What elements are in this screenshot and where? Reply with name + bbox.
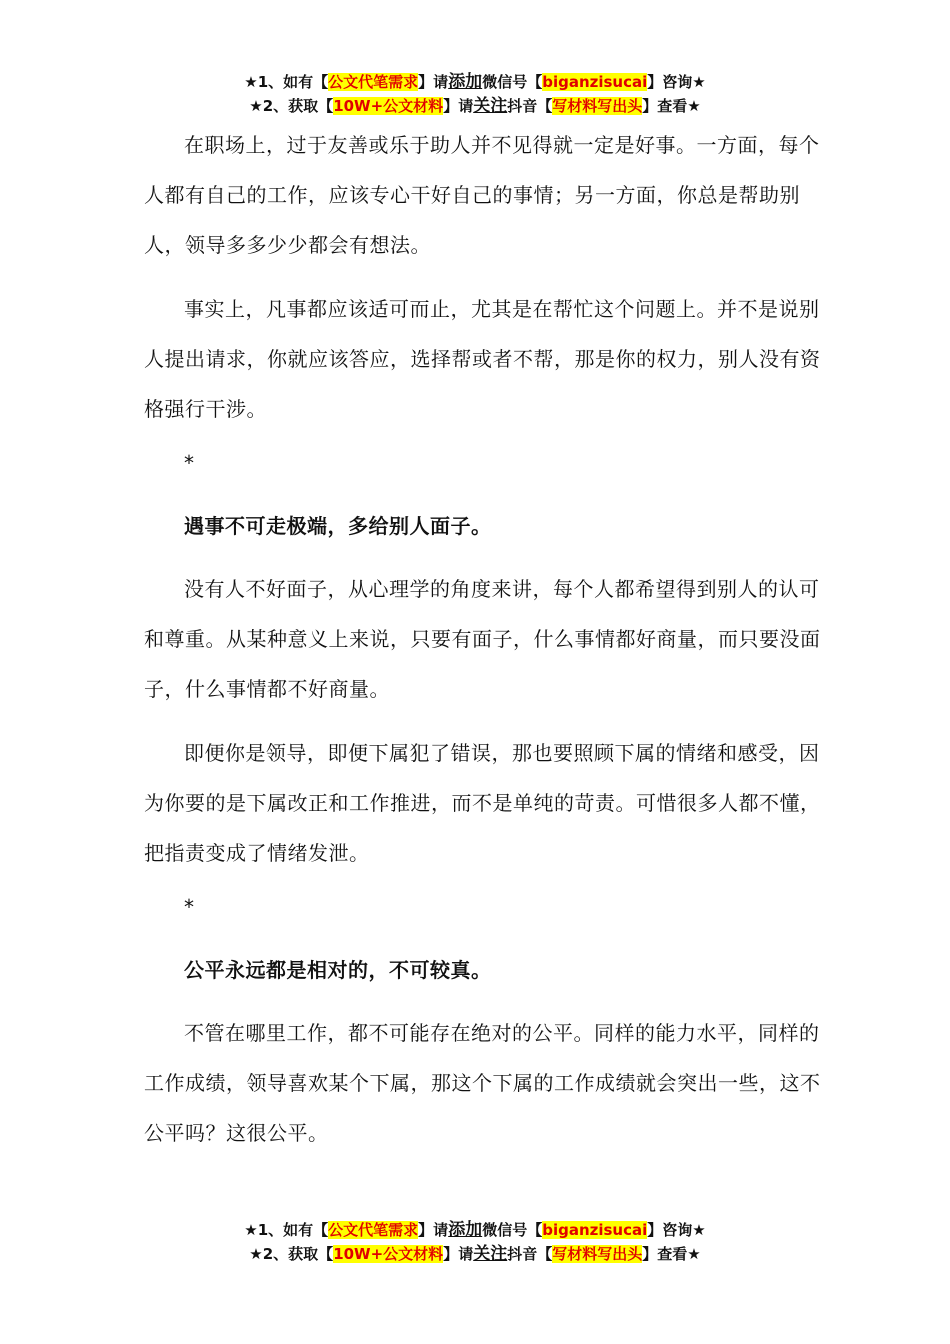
banner-text: 微信号【 [482, 1221, 543, 1239]
banner-line-1 [0, 1218, 950, 1242]
footer-banner [0, 1218, 950, 1266]
banner-emphasis: 关注 [473, 96, 508, 116]
banner-text: 】请 [418, 1221, 449, 1239]
banner-douyin-id: 写材料写出头 [552, 97, 643, 115]
banner-highlight: 公文代笔需求 [328, 73, 419, 91]
banner-text: ★1、如有【 [244, 73, 329, 91]
banner-emphasis: 添加 [448, 1220, 483, 1240]
banner-text: 】咨询★ [647, 1221, 706, 1239]
banner-text: 】咨询★ [647, 73, 706, 91]
section-heading-1: 遇事不可走极端，多给别人面子。 [184, 514, 492, 538]
banner-text: 】查看★ [642, 97, 701, 115]
banner-highlight: 公文代笔需求 [328, 1221, 419, 1239]
document-body [144, 120, 830, 1172]
paragraph-2: 事实上，凡事都应该适可而止，尤其是在帮忙这个问题上。并不是说别人提出请求，你就应该答应，选择帮或者不帮，那是你的权力，别人没有资格强行干涉。 [144, 297, 821, 421]
banner-text: 】请 [418, 73, 449, 91]
paragraph-5: 不管在哪里工作，都不可能存在绝对的公平。同样的能力水平，同样的工作成绩，领导喜欢某个下属，那这个下属的工作成绩就会突出一些，这不公平吗？这很公平。 [144, 1021, 821, 1145]
banner-text: 抖音【 [507, 1245, 553, 1263]
banner-wechat-id: biganzisucai [542, 73, 648, 91]
banner-text: ★1、如有【 [244, 1221, 329, 1239]
banner-text: 抖音【 [507, 97, 553, 115]
banner-highlight: 10W+公文材料 [333, 1245, 444, 1263]
section-heading-2: 公平永远都是相对的，不可较真。 [184, 958, 492, 982]
paragraph-3: 没有人不好面子，从心理学的角度来讲，每个人都希望得到别人的认可和尊重。从某种意义上来说，只要有面子，什么事情都好商量，而只要没面子，什么事情都不好商量。 [144, 577, 821, 701]
banner-text: ★2、获取【 [249, 97, 334, 115]
banner-text: ★2、获取【 [249, 1245, 334, 1263]
banner-emphasis: 关注 [473, 1244, 508, 1264]
banner-text: 】查看★ [642, 1245, 701, 1263]
banner-text: 】请 [443, 97, 474, 115]
section-separator-1: * [184, 451, 194, 475]
banner-line-2 [0, 1242, 950, 1266]
banner-text: 】请 [443, 1245, 474, 1263]
banner-line-1 [0, 70, 950, 94]
banner-text: 微信号【 [482, 73, 543, 91]
header-banner [0, 70, 950, 118]
paragraph-4: 即便你是领导，即便下属犯了错误，那也要照顾下属的情绪和感受，因为你要的是下属改正和工作推进，而不是单纯的苛责。可惜很多人都不懂，把指责变成了情绪发泄。 [144, 741, 821, 865]
banner-highlight: 10W+公文材料 [333, 97, 444, 115]
banner-wechat-id: biganzisucai [542, 1221, 648, 1239]
banner-emphasis: 添加 [448, 72, 483, 92]
paragraph-1: 在职场上，过于友善或乐于助人并不见得就一定是好事。一方面，每个人都有自己的工作，应该专心干好自己的事情；另一方面，你总是帮助别人，领导多多少少都会有想法。 [144, 133, 820, 257]
section-separator-2: * [184, 895, 194, 919]
banner-douyin-id: 写材料写出头 [552, 1245, 643, 1263]
banner-line-2 [0, 94, 950, 118]
